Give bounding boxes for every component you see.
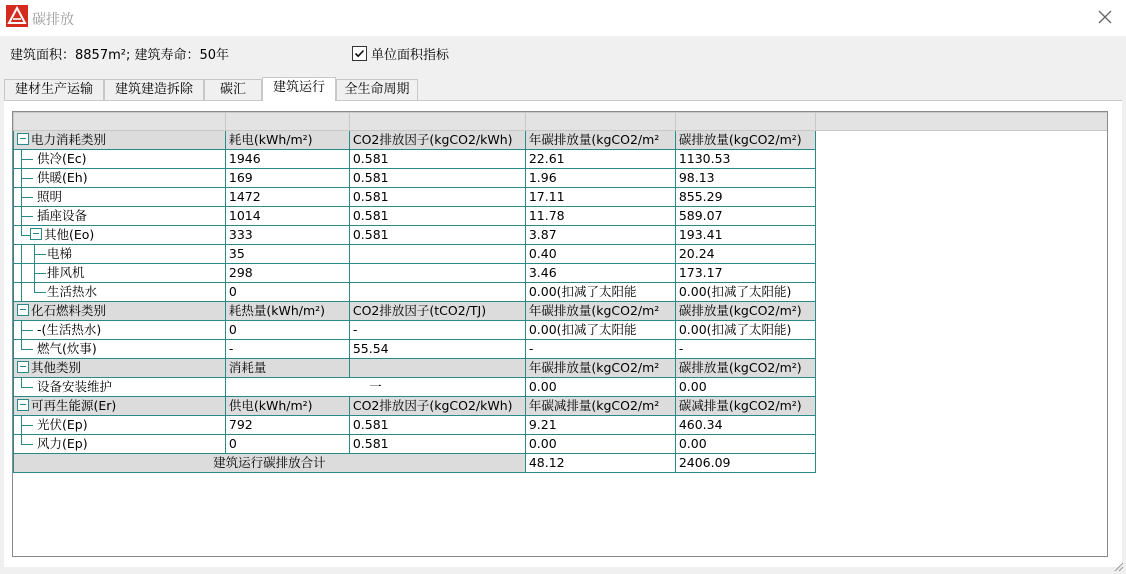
tree-line <box>16 340 29 358</box>
table-cell: 855.29 <box>675 188 815 207</box>
row-label-cell <box>14 207 226 226</box>
tree-spacer <box>29 169 37 187</box>
table-cell: 333 <box>225 226 349 245</box>
table-cell: 0.00 <box>525 435 675 454</box>
column-label-cell: 消耗量 <box>225 359 349 378</box>
table-cell: 0 <box>225 435 349 454</box>
table-cell: 1946 <box>225 150 349 169</box>
column-label-cell: 年碳减排量(kgCO2/m² <box>525 397 675 416</box>
tree-line <box>16 378 29 396</box>
column-label-cell: 碳排放量(kgCO2/m²) <box>675 302 815 321</box>
table-cell: 0.581 <box>349 207 525 226</box>
table-cell: 0.581 <box>349 435 525 454</box>
row-label-cell <box>14 264 226 283</box>
tab-carbon-sink[interactable]: 碳汇 <box>204 79 262 100</box>
row-label-cell <box>14 397 226 416</box>
tree-spacer <box>29 416 37 434</box>
row-label-cell <box>14 131 226 150</box>
row-label-cell <box>14 302 226 321</box>
table-cell: - <box>349 321 525 340</box>
total-row <box>14 454 1108 473</box>
row-label: 排风机 <box>47 265 85 280</box>
tree-line <box>16 226 29 244</box>
table-row[interactable] <box>14 435 1108 454</box>
row-label-cell <box>14 378 226 397</box>
row-label-cell <box>14 359 226 378</box>
tab-building-operation[interactable]: 建筑运行 <box>262 77 336 101</box>
tab-construction-demolition[interactable]: 建筑建造拆除 <box>104 79 204 100</box>
column-label-cell: 供电(kWh/m²) <box>225 397 349 416</box>
tree-spacer <box>29 188 37 206</box>
row-label: 生活热水 <box>47 284 98 299</box>
row-label-cell <box>14 150 226 169</box>
table-cell: 1014 <box>225 207 349 226</box>
table-cell: 169 <box>225 169 349 188</box>
row-label: -(生活热水) <box>37 322 102 337</box>
resize-grip-icon[interactable] <box>1114 562 1124 572</box>
row-label-cell <box>14 188 226 207</box>
table-cell: 0.00(扣减了太阳能) <box>675 321 815 340</box>
tab-material-production[interactable]: 建材生产运输 <box>4 79 104 100</box>
emission-grid[interactable] <box>12 111 1108 557</box>
row-label-cell <box>14 435 226 454</box>
row-label: 供冷(Ec) <box>37 151 87 166</box>
row-label-cell <box>14 340 226 359</box>
column-label-cell: CO2排放因子(kgCO2/kWh) <box>349 131 525 150</box>
table-cell: 0.581 <box>349 150 525 169</box>
table-cell: 1472 <box>225 188 349 207</box>
table-cell: 55.54 <box>349 340 525 359</box>
tree-spacer <box>29 340 37 358</box>
row-label: 其他(Eo) <box>44 227 95 242</box>
column-label-cell: 碳排放量(kgCO2/m²) <box>675 359 815 378</box>
tree-line <box>16 283 29 301</box>
table-cell: 0.581 <box>349 226 525 245</box>
table-cell: 1.96 <box>525 169 675 188</box>
table-cell <box>349 264 525 283</box>
table-row[interactable] <box>14 226 1108 245</box>
row-label-cell <box>14 416 226 435</box>
table-cell: 0.00 <box>675 435 815 454</box>
tree-line <box>16 416 29 434</box>
table-cell: 589.07 <box>675 207 815 226</box>
building-info: 建筑面积：8857m²; 建筑寿命：50年 <box>10 48 230 63</box>
table-row[interactable] <box>14 283 1108 302</box>
table-row[interactable] <box>14 207 1108 226</box>
table-cell: 173.17 <box>675 264 815 283</box>
table-cell: 11.78 <box>525 207 675 226</box>
row-label: 照明 <box>37 189 63 204</box>
tree-line <box>16 435 29 453</box>
table-body <box>14 131 1108 473</box>
table-cell: 193.41 <box>675 226 815 245</box>
table-cell: 35 <box>225 245 349 264</box>
table-cell: 0 <box>225 321 349 340</box>
tree-line <box>16 264 29 282</box>
tree-line <box>16 169 29 187</box>
tree-spacer <box>29 321 37 339</box>
table-cell: 一 <box>225 378 525 397</box>
table-cell: - <box>675 340 815 359</box>
table-cell: 0.00 <box>525 378 675 397</box>
table-cell: 22.61 <box>525 150 675 169</box>
row-label-cell <box>14 283 226 302</box>
total-label: 建筑运行碳排放合计 <box>14 454 526 473</box>
app-icon <box>6 5 28 27</box>
row-label: 化石燃料类别 <box>31 303 107 318</box>
tree-spacer <box>29 378 37 396</box>
table-cell: - <box>225 340 349 359</box>
row-label: 其他类别 <box>31 360 82 375</box>
column-label-cell: 年碳排放量(kgCO2/m² <box>525 131 675 150</box>
table-cell: 3.87 <box>525 226 675 245</box>
table-cell: 0.00 <box>675 378 815 397</box>
column-label-cell: CO2排放因子(tCO2/TJ) <box>349 302 525 321</box>
column-label-cell: 耗电(kWh/m²) <box>225 131 349 150</box>
row-label: 插座设备 <box>37 208 88 223</box>
row-label: 供暖(Eh) <box>37 170 88 185</box>
row-label: 光伏(Ep) <box>37 417 88 432</box>
collapse-icon[interactable] <box>17 361 29 373</box>
row-label: 设备安装维护 <box>37 379 113 394</box>
table-cell: 3.46 <box>525 264 675 283</box>
table-cell: 0.581 <box>349 188 525 207</box>
table-cell: 9.21 <box>525 416 675 435</box>
table-cell: 0.00(扣减了太阳能 <box>525 321 675 340</box>
tree-line <box>16 188 29 206</box>
table-cell: 298 <box>225 264 349 283</box>
column-label-cell: 耗热量(kWh/m²) <box>225 302 349 321</box>
tree-line <box>29 283 47 301</box>
collapse-icon[interactable] <box>30 228 42 240</box>
column-label-cell: 碳排放量(kgCO2/m²) <box>675 131 815 150</box>
column-header-row <box>14 113 1108 131</box>
column-label-cell: CO2排放因子(kgCO2/kWh) <box>349 397 525 416</box>
row-label: 燃气(炊事) <box>37 341 97 356</box>
row-label: 电力消耗类别 <box>31 132 107 147</box>
table-row[interactable] <box>14 416 1108 435</box>
table-cell: 17.11 <box>525 188 675 207</box>
column-label-cell <box>349 359 525 378</box>
category-header-row[interactable] <box>14 359 1108 378</box>
tree-spacer <box>29 207 37 225</box>
collapse-icon[interactable] <box>17 304 29 316</box>
tree-line <box>16 321 29 339</box>
table-cell: 0.581 <box>349 169 525 188</box>
table-cell: 0.581 <box>349 416 525 435</box>
total-emission: 2406.09 <box>675 454 815 473</box>
close-icon[interactable] <box>1094 6 1116 28</box>
table-cell <box>349 245 525 264</box>
table-row[interactable] <box>14 245 1108 264</box>
row-label-cell <box>14 321 226 340</box>
collapse-icon[interactable] <box>17 133 29 145</box>
column-label-cell: 碳减排量(kgCO2/m²) <box>675 397 815 416</box>
table-cell: - <box>525 340 675 359</box>
table-row[interactable] <box>14 321 1108 340</box>
table-cell: 0.00(扣减了太阳能) <box>675 283 815 302</box>
tree-line <box>29 264 47 282</box>
table-row[interactable] <box>14 150 1108 169</box>
table-cell: 0.40 <box>525 245 675 264</box>
table-row[interactable] <box>14 340 1108 359</box>
unit-area-checkbox[interactable] <box>352 44 449 63</box>
table-row[interactable] <box>14 169 1108 188</box>
row-label: 电梯 <box>47 246 73 261</box>
row-label: 风力(Ep) <box>37 436 88 451</box>
table-row[interactable] <box>14 188 1108 207</box>
table-cell: 460.34 <box>675 416 815 435</box>
window-title: 碳排放 <box>32 12 74 28</box>
table-cell: 0 <box>225 283 349 302</box>
column-label-cell: 年碳排放量(kgCO2/m² <box>525 359 675 378</box>
tree-line <box>29 245 47 263</box>
emission-table <box>13 112 1107 473</box>
table-cell: 0.00(扣减了太阳能 <box>525 283 675 302</box>
row-label-cell <box>14 245 226 264</box>
row-label-cell <box>14 226 226 245</box>
table-cell: 1130.53 <box>675 150 815 169</box>
tab-panel <box>4 100 1122 567</box>
tree-spacer <box>29 150 37 168</box>
row-label: 可再生能源(Er) <box>31 398 117 413</box>
table-cell: 792 <box>225 416 349 435</box>
tree-line <box>16 207 29 225</box>
category-header-row[interactable] <box>14 131 1108 150</box>
tree-line <box>16 245 29 263</box>
title-bar <box>0 0 1126 36</box>
table-row[interactable] <box>14 378 1108 397</box>
checkbox-label: 单位面积指标 <box>371 48 450 63</box>
table-cell: 20.24 <box>675 245 815 264</box>
tab-full-lifecycle[interactable]: 全生命周期 <box>336 79 418 100</box>
category-header-row[interactable] <box>14 302 1108 321</box>
column-label-cell: 年碳排放量(kgCO2/m² <box>525 302 675 321</box>
tree-spacer <box>29 435 37 453</box>
table-cell <box>349 283 525 302</box>
table-row[interactable] <box>14 264 1108 283</box>
checkbox-box[interactable] <box>352 46 367 61</box>
total-annual: 48.12 <box>525 454 675 473</box>
table-cell: 98.13 <box>675 169 815 188</box>
check-icon <box>353 47 366 60</box>
row-label-cell <box>14 169 226 188</box>
collapse-icon[interactable] <box>17 399 29 411</box>
category-header-row[interactable] <box>14 397 1108 416</box>
tree-line <box>16 150 29 168</box>
